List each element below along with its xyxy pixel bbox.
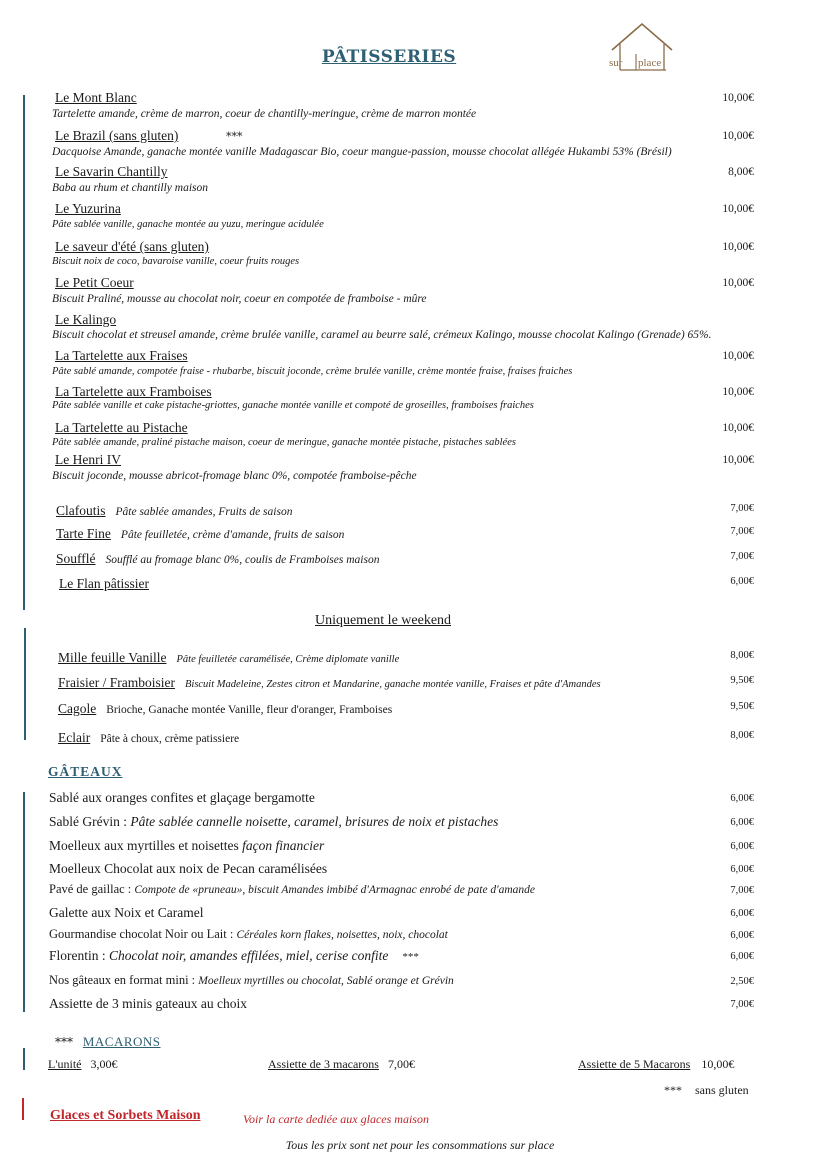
item-description: Soufflé au fromage blanc 0%, coulis de Framboises maison <box>105 554 380 566</box>
item-price: 10,00€ <box>722 350 754 362</box>
item-description: Pâte sablée cannelle noisette, caramel, brisures de noix et pistaches <box>130 814 499 829</box>
item-description: Pâte à choux, crème patissiere <box>100 733 240 745</box>
accent-bar <box>23 792 25 1012</box>
logo-text: sur <box>609 57 623 69</box>
gluten-free-mark: *** <box>55 1035 73 1049</box>
house-icon <box>606 20 676 76</box>
item-name: Le Mont Blanc <box>55 90 137 105</box>
list-item <box>58 672 601 691</box>
item-description: Compote de «pruneau», biscuit Amandes imbibé d'Armagnac enrobé de pate d'amande <box>134 884 536 896</box>
item-name: Tarte Fine <box>56 526 111 541</box>
item-price: 7,00€ <box>730 551 754 562</box>
item-description: Pâte feuilletée caramélisée, Crème diplomate vanille <box>176 654 400 665</box>
item-name: Le Savarin Chantilly <box>55 164 168 179</box>
item-description: Pâte sablé amande, compotée fraise - rhubarbe, biscuit joconde, crème brulée vanille, crème montée fraise, fraises fraiches <box>52 366 573 377</box>
item-description: Moelleux myrtilles ou chocolat, Sablé orange et Grévin <box>198 975 454 987</box>
item-name: Nos gâteaux en format mini : <box>49 973 199 987</box>
item-price: 8,00€ <box>728 166 754 178</box>
item-name: Florentin : <box>49 948 109 963</box>
macaron-unit-label: L'unité <box>48 1057 82 1071</box>
item-price: 9,50€ <box>730 701 754 712</box>
macaron-plate3-label: Assiette de 3 macarons <box>268 1057 379 1071</box>
gluten-free-mark: *** <box>402 951 419 963</box>
item-description: Tartelette amande, crème de marron, coeur de chantilly-meringue, crème de marron montée <box>52 108 477 120</box>
item-name: Cagole <box>58 701 97 716</box>
logo <box>606 20 676 76</box>
gateaux-title: GÂTEAUX <box>48 764 123 779</box>
list-item <box>49 927 448 942</box>
item-price: 6,00€ <box>730 864 754 875</box>
weekend-title: Uniquement le weekend <box>314 613 452 628</box>
list-item <box>56 548 379 567</box>
item-description: Biscuit chocolat et streusel amande, crème brulée vanille, caramel au beurre salé, crémeux Kalingo, mousse chocolat Kalingo (Grenade) 65%. <box>52 329 712 341</box>
item-name: Galette aux Noix et Caramel <box>49 905 204 920</box>
gluten-legend <box>664 1083 749 1098</box>
gluten-free-mark: *** <box>664 1083 682 1097</box>
glaces-title[interactable]: Glaces et Sorbets Maison <box>50 1108 201 1123</box>
item-name: Le Petit Coeur <box>55 275 134 290</box>
footer-note: Tous les prix sont net pour les consommations sur place <box>285 1138 555 1152</box>
item-name: Sablé aux oranges confites et glaçage bergamotte <box>49 790 315 805</box>
item-description: Pâte sablée vanille et cake pistache-griottes, ganache montée vanille et compoté de groseilles, framboises fraiches <box>52 400 534 411</box>
item-price: 6,00€ <box>730 841 754 852</box>
item-description: Biscuit Madeleine, Zestes citron et Mandarine, ganache montée vanille, Fraises et pâte d'Amandes <box>184 679 601 690</box>
item-name: Le Kalingo <box>55 312 117 327</box>
list-item <box>56 500 292 519</box>
list-item <box>49 861 327 877</box>
item-price: 6,00€ <box>730 930 754 941</box>
macarons-title: MACARONS <box>82 1034 161 1049</box>
accent-bar-red <box>22 1098 24 1120</box>
item-price: 10,00€ <box>722 241 754 253</box>
item-name: Le Brazil (sans gluten) <box>55 128 179 143</box>
item-name: Fraisier / Framboisier <box>58 675 175 690</box>
item-price: 10,00€ <box>722 130 754 142</box>
item-price: 2,50€ <box>730 976 754 987</box>
item-description: Biscuit Praliné, mousse au chocolat noir, coeur en compotée de framboise - mûre <box>52 293 427 305</box>
item-price: 6,00€ <box>730 951 754 962</box>
item-price: 10,00€ <box>722 277 754 289</box>
list-item <box>58 647 399 666</box>
accent-bar <box>23 1048 25 1070</box>
macaron-plate5-price: 10,00€ <box>701 1057 735 1071</box>
item-price: 10,00€ <box>722 92 754 104</box>
macaron-plate5-label: Assiette de 5 Macarons <box>578 1057 691 1071</box>
item-price: 7,00€ <box>730 503 754 514</box>
item-name: Mille feuille Vanille <box>58 650 167 665</box>
item-name: Soufflé <box>56 551 96 566</box>
list-item <box>59 573 149 592</box>
item-price: 6,00€ <box>730 908 754 919</box>
item-description: Biscuit noix de coco, bavaroise vanille, coeur fruits rouges <box>52 256 300 267</box>
gluten-legend-text: sans gluten <box>695 1083 749 1097</box>
macaron-unit-price: 3,00€ <box>90 1057 118 1071</box>
macaron-plate3 <box>268 1057 415 1072</box>
item-name: Le Henri IV <box>55 452 121 467</box>
item-price: 9,50€ <box>730 675 754 686</box>
item-name: La Tartelette aux Framboises <box>55 384 212 399</box>
item-price: 7,00€ <box>730 526 754 537</box>
glaces-note: Voir la carte dediée aux glaces maison <box>243 1112 429 1126</box>
list-item <box>56 523 344 542</box>
item-name: Assiette de 3 minis gateaux au choix <box>49 996 247 1011</box>
item-name: Gourmandise chocolat Noir ou Lait : <box>49 927 237 941</box>
item-price: 7,00€ <box>730 885 754 896</box>
item-description: Pâte sablée amande, praliné pistache maison, coeur de meringue, ganache montée pistache, pistaches sablées <box>52 437 516 448</box>
list-item <box>49 838 324 854</box>
list-item <box>58 727 239 746</box>
item-price: 7,00€ <box>730 999 754 1010</box>
item-description: Chocolat noir, amandes effilées, miel, cerise confite <box>109 948 389 963</box>
macarons-header <box>55 1034 161 1050</box>
item-description: Baba au rhum et chantilly maison <box>52 182 208 194</box>
item-name: Pavé de gaillac : <box>49 882 135 896</box>
item-name: Le Yuzurina <box>55 201 121 216</box>
macaron-plate5 <box>578 1057 734 1072</box>
list-item <box>49 948 419 964</box>
item-price: 10,00€ <box>722 203 754 215</box>
item-description: Biscuit joconde, mousse abricot-fromage blanc 0%, compotée framboise-pêche <box>52 470 417 482</box>
item-name: Le Flan pâtissier <box>59 576 149 591</box>
list-item <box>49 814 498 830</box>
item-name: Clafoutis <box>56 503 106 518</box>
list-item <box>49 905 203 921</box>
svg-text:place: place <box>638 57 662 69</box>
item-description: Céréales korn flakes, noisettes, noix, chocolat <box>236 929 448 941</box>
item-price: 10,00€ <box>722 386 754 398</box>
item-description: façon financier <box>242 838 325 853</box>
item-price: 8,00€ <box>730 730 754 741</box>
item-price: 10,00€ <box>722 422 754 434</box>
list-item <box>49 973 454 988</box>
list-item <box>49 882 535 897</box>
item-description: Pâte sablée vanille, ganache montée au yuzu, meringue acidulée <box>52 219 324 230</box>
item-name: Eclair <box>58 730 91 745</box>
gluten-free-mark: *** <box>226 130 243 143</box>
item-name: Le saveur d'été (sans gluten) <box>55 239 209 254</box>
item-price: 10,00€ <box>722 454 754 466</box>
list-item <box>49 790 315 806</box>
item-price: 8,00€ <box>730 650 754 661</box>
item-price: 6,00€ <box>730 793 754 804</box>
item-description: Pâte feuilletée, crème d'amande, fruits de saison <box>120 529 345 541</box>
page-title: PÂTISSERIES <box>321 47 457 67</box>
item-name: Moelleux aux myrtilles et noisettes <box>49 838 243 853</box>
macaron-unit <box>48 1057 118 1072</box>
macaron-plate3-price: 7,00€ <box>387 1057 415 1071</box>
item-description: Dacquoise Amande, ganache montée vanille Madagascar Bio, coeur mangue-passion, mousse chocolat allégée Hukambi 53% (Brésil) <box>52 146 672 158</box>
list-item <box>49 996 247 1012</box>
item-name: Moelleux Chocolat aux noix de Pecan caramélisées <box>49 861 328 876</box>
item-name: La Tartelette aux Fraises <box>55 348 188 363</box>
accent-bar <box>23 95 25 610</box>
item-price: 6,00€ <box>730 576 754 587</box>
item-name: Sablé Grévin : <box>49 814 131 829</box>
item-description: Pâte sablée amandes, Fruits de saison <box>115 506 293 518</box>
item-description: Brioche, Ganache montée Vanille, fleur d'oranger, Framboises <box>106 704 393 716</box>
accent-bar <box>24 628 26 740</box>
list-item <box>58 698 392 717</box>
item-name: La Tartelette au Pistache <box>55 420 188 435</box>
item-price: 6,00€ <box>730 817 754 828</box>
